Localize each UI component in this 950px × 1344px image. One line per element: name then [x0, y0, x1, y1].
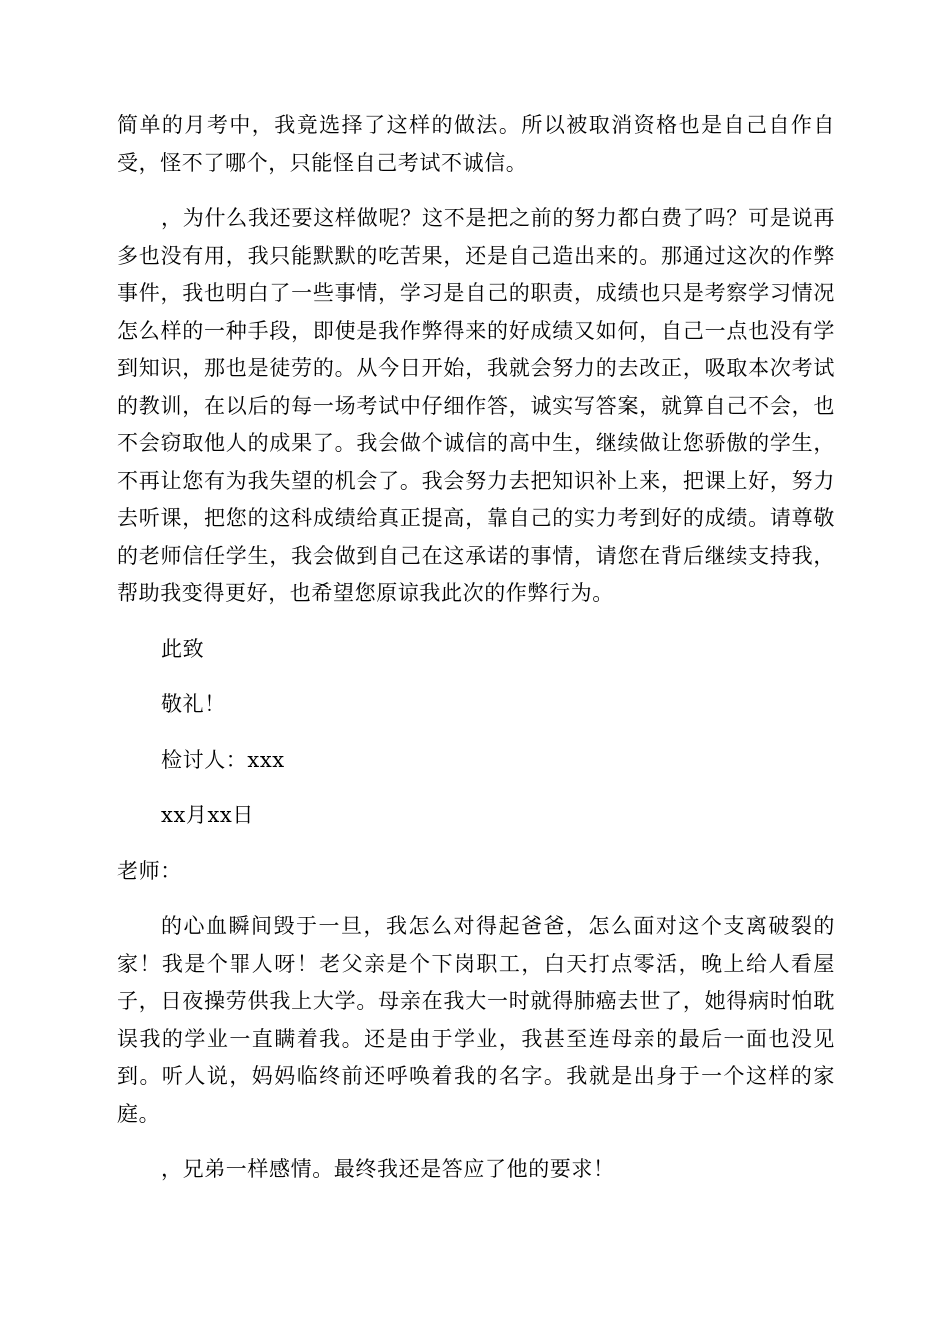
document-body: [117, 107, 835, 1207]
paragraph-family: 的心血瞬间毁于一旦，我怎么对得起爸爸，怎么面对这个支离破裂的家！我是个罪人呀！老父亲是个下岗职工，白天打点零活，晚上给人看屋子，日夜操劳供我上大学。母亲在我大一时就得肺癌去世了，她得病时怕耽误我的学业一直瞒着我。还是由于学业，我甚至连母亲的最后一面也没见到。听人说，妈妈临终前还呼唤着我的名字。我就是出身于一个这样的家庭。: [117, 914, 835, 1126]
signer-line: 检讨人：xxx: [161, 747, 285, 772]
closing-greeting-2: 敬礼！: [161, 692, 226, 716]
paragraph-brotherhood: ，兄弟一样感情。最终我还是答应了他的要求！: [161, 1157, 615, 1181]
closing-greeting-1: 此致: [161, 636, 205, 661]
salutation: 老师：: [117, 858, 182, 883]
paragraph-reflection: ，为什么我还要这样做呢？这不是把之前的努力都白费了吗？可是说再多也没有用，我只能默默的吃苦果，还是自己造出来的。那通过这次的作弊事件，我也明白了一些事情，学习是自己的职责，成绩也只是考察学习情况怎么样的一种手段，即使是我作弊得来的好成绩又如何，自己一点也没有学到知识，那也是徒劳的。从今日开始，我就会努力的去改正，吸取本次考试的教训，在以后的每一场考试中仔细作答，诚实写答案，就算自己不会，也不会窃取他人的成果了。我会做个诚信的高中生，继续做让您骄傲的学生，不再让您有为我失望的机会了。我会努力去把知识补上来，把课上好，努力去听课，把您的这科成绩给真正提高，靠自己的实力考到好的成绩。请尊敬的老师信任学生，我会做到自己在这承诺的事情，请您在背后继续支持我，帮助我变得更好，也希望您原谅我此次的作弊行为。: [117, 206, 835, 605]
paragraph-exam-continuation: 简单的月考中，我竟选择了这样的做法。所以被取消资格也是自己自作自受，怪不了哪个，只能怪自己考试不诚信。: [117, 113, 835, 175]
date-line: xx月xx日: [161, 803, 254, 827]
